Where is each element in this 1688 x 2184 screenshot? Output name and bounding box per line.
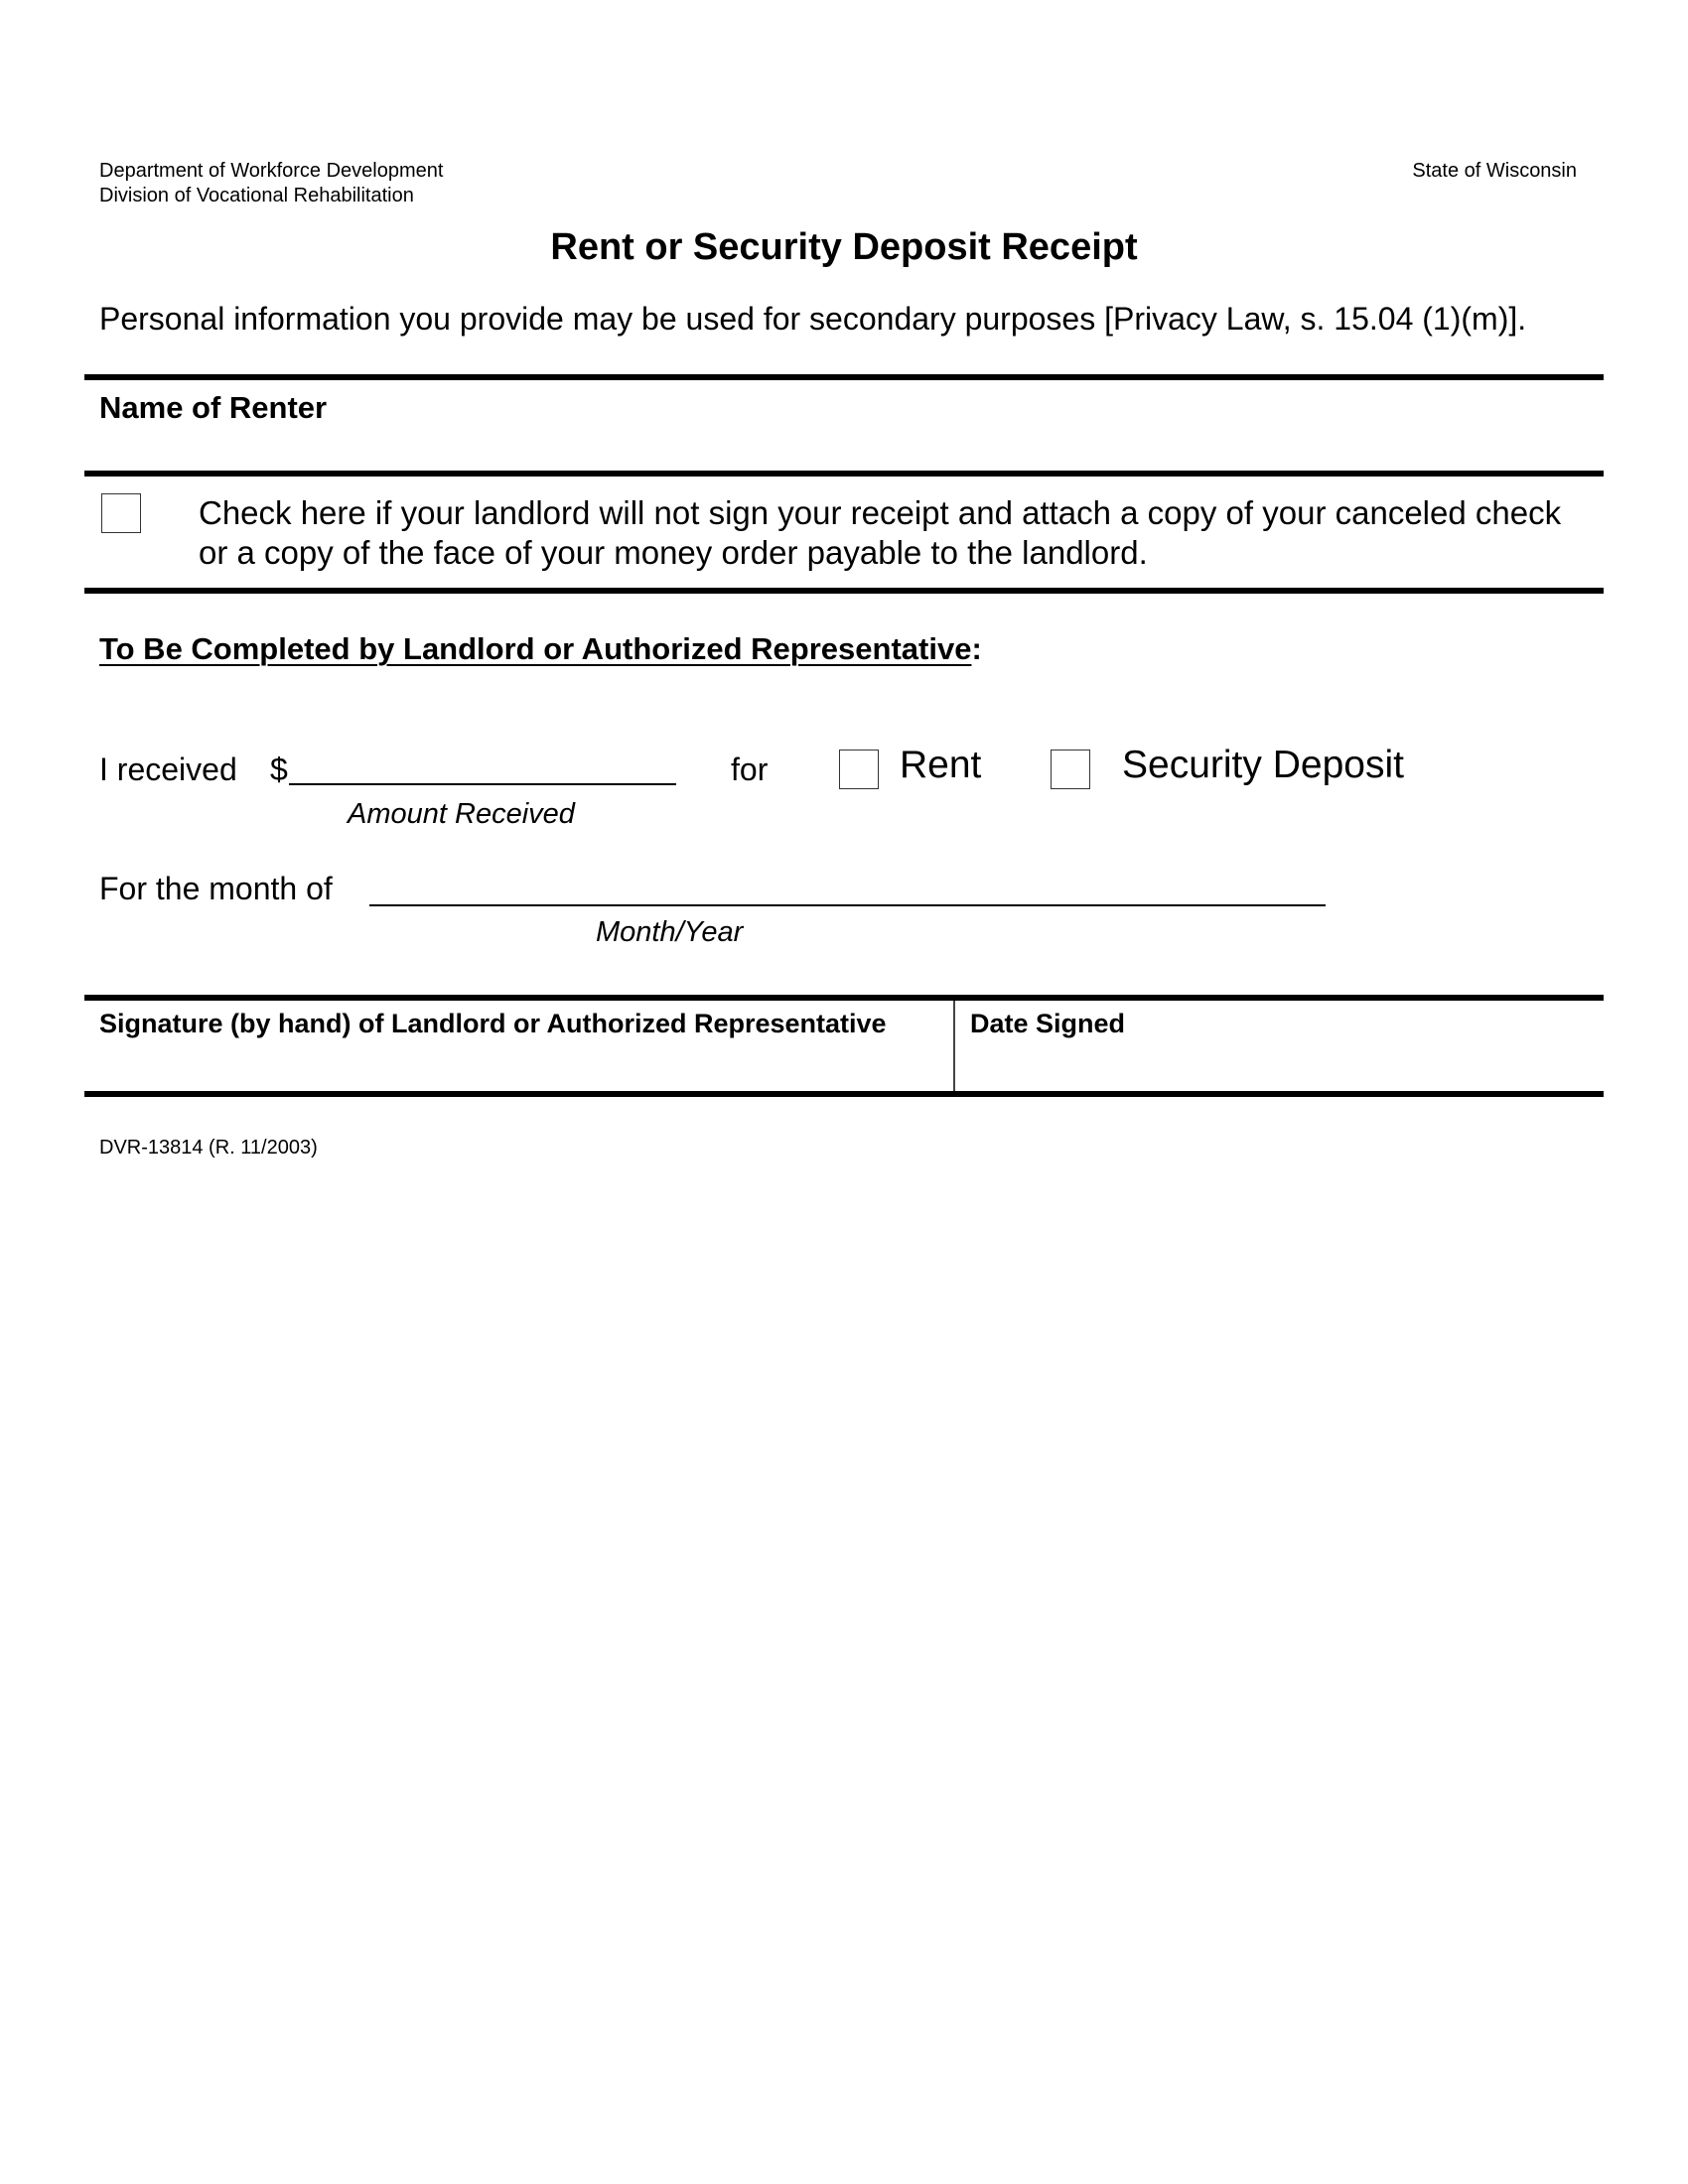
date-signed-field[interactable] [970, 1042, 1596, 1088]
section-rule [84, 588, 1604, 594]
section-rule [84, 471, 1604, 477]
rent-option-label: Rent [900, 744, 982, 786]
for-label: for [731, 751, 769, 787]
amount-received-caption: Amount Received [348, 798, 575, 830]
security-deposit-checkbox[interactable] [1051, 750, 1090, 789]
state-name: State of Wisconsin [1412, 160, 1577, 182]
signature-date-divider [953, 1001, 955, 1092]
date-signed-label: Date Signed [970, 1009, 1126, 1038]
renter-name-label: Name of Renter [99, 390, 328, 425]
received-label: I received [99, 751, 237, 787]
landlord-refusal-text-line2: or a copy of the face of your money order payable to the landlord. [199, 534, 1148, 571]
renter-name-field[interactable] [99, 429, 1589, 469]
month-year-caption: Month/Year [596, 916, 744, 948]
signature-label: Signature (by hand) of Landlord or Authorized Representative [99, 1009, 887, 1038]
rent-checkbox[interactable] [839, 750, 879, 789]
amount-received-field[interactable] [291, 747, 673, 784]
currency-symbol: $ [270, 751, 288, 787]
division-name: Division of Vocational Rehabilitation [99, 185, 414, 206]
landlord-refusal-text-line1: Check here if your landlord will not sign your receipt and attach a copy of your canceled check [199, 494, 1562, 531]
month-label: For the month of [99, 871, 333, 906]
privacy-notice: Personal information you provide may be used for secondary purposes [Privacy Law, s. 15.04 (1)(m)]. [99, 301, 1527, 337]
month-year-line [369, 904, 1326, 906]
section-rule [84, 995, 1604, 1001]
security-deposit-option-label: Security Deposit [1122, 744, 1404, 786]
landlord-section-heading [99, 631, 982, 667]
landlord-section-heading-colon: : [971, 631, 982, 666]
form-number: DVR-13814 (R. 11/2003) [99, 1137, 318, 1159]
month-year-field[interactable] [371, 866, 1323, 903]
form-title: Rent or Security Deposit Receipt [550, 226, 1138, 268]
signature-field[interactable] [99, 1042, 943, 1088]
section-rule [84, 1091, 1604, 1097]
landlord-section-heading-text: To Be Completed by Landlord or Authorized Representative [99, 631, 972, 666]
department-name: Department of Workforce Development [99, 160, 444, 182]
landlord-refusal-checkbox[interactable] [101, 493, 141, 533]
section-rule [84, 374, 1604, 380]
